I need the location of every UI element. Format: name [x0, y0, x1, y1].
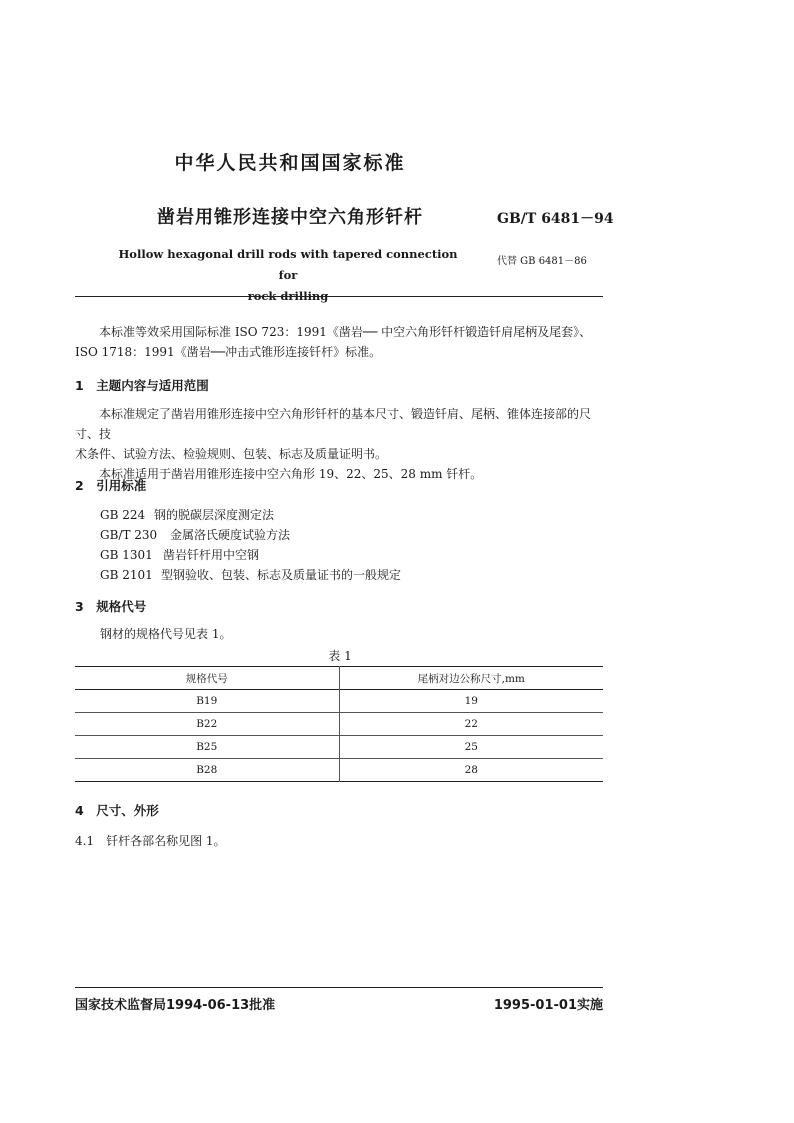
standard-title-zh: 凿岩用锥形连接中空六角形钎杆 — [157, 207, 423, 228]
intro-line1: 本标准等效采用国际标准 ISO 723：1991《凿岩── 中空六角形钎杆锻造钎肩尾柄及尾套》、 — [99, 325, 592, 339]
section4-heading: 4 尺寸、外形 — [75, 803, 159, 818]
intro-paragraph — [75, 322, 603, 362]
national-standard-title: 中华人民共和国国家标准 — [174, 152, 406, 174]
subsection-4-1: 4.1 钎杆各部名称见图 1。 — [75, 834, 226, 848]
effective-date: 1995-01-01实施 — [493, 998, 603, 1013]
table-cell: B19 — [196, 695, 218, 707]
footer-divider — [75, 987, 603, 988]
section2-heading: 2 引用标准 — [75, 478, 147, 493]
section1-body — [75, 404, 603, 484]
reference-item — [100, 506, 274, 523]
reference-code: GB 2101 — [100, 568, 153, 582]
section1-p1-line2: 术条件、试验方法、检验规则、包装、标志及质量证明书。 — [75, 447, 388, 461]
reference-item — [100, 526, 290, 543]
table-cell: 22 — [339, 713, 603, 736]
table-cell: B28 — [196, 764, 218, 776]
table-row — [75, 736, 603, 759]
table-cell: 19 — [339, 690, 603, 713]
reference-code: GB 1301 — [100, 548, 153, 562]
title-en-line2: rock drilling — [247, 289, 329, 303]
reference-code: GB/T 230 — [100, 528, 158, 542]
replaces-note: 代替 GB 6481－86 — [497, 256, 587, 267]
table-cell: B25 — [196, 741, 218, 753]
table-cell: 25 — [339, 736, 603, 759]
approval-date: 国家技术监督局1994-06-13批准 — [75, 998, 276, 1013]
reference-title: 钢的脱碳层深度测定法 — [154, 508, 275, 522]
reference-title: 凿岩钎杆用中空钢 — [163, 548, 260, 562]
spec-table — [75, 666, 603, 782]
table-row — [75, 690, 603, 713]
table-caption: 表 1 — [328, 649, 352, 663]
standard-number: GB/T 6481－94 — [497, 211, 614, 227]
column-header: 规格代号 — [185, 672, 228, 685]
title-en-line1: Hollow hexagonal drill rods with tapered connection for — [118, 247, 458, 282]
section1-p1-line1: 本标准规定了凿岩用锥形连接中空六角形钎杆的基本尺寸、锻造钎肩、尾柄、锥体连接部的尺寸、技 — [75, 407, 592, 441]
section1-heading: 1 主题内容与适用范围 — [75, 378, 209, 393]
reference-item — [100, 546, 259, 563]
section3-text: 钢材的规格代号见表 1。 — [100, 627, 232, 641]
section1-p2: 本标准适用于凿岩用锥形连接中空六角形 19、22、25、28 mm 钎杆。 — [99, 467, 483, 481]
table-header-row — [75, 667, 603, 690]
reference-item — [100, 566, 401, 583]
table-row — [75, 713, 603, 736]
reference-code: GB 224 — [100, 508, 146, 522]
table-cell: B22 — [196, 718, 218, 730]
section3-heading: 3 规格代号 — [75, 599, 147, 614]
header-divider — [75, 296, 603, 297]
intro-line2: ISO 1718：1991《凿岩──冲击式锥形连接钎杆》标准。 — [75, 345, 382, 359]
reference-title: 型钢验收、包装、标志及质量证书的一般规定 — [161, 568, 402, 582]
standard-title-en — [118, 244, 458, 307]
table-cell: 28 — [339, 759, 603, 782]
column-header: 尾柄对边公称尺寸,mm — [339, 667, 603, 690]
reference-title: 金属洛氏硬度试验方法 — [170, 528, 291, 542]
table-row — [75, 759, 603, 782]
